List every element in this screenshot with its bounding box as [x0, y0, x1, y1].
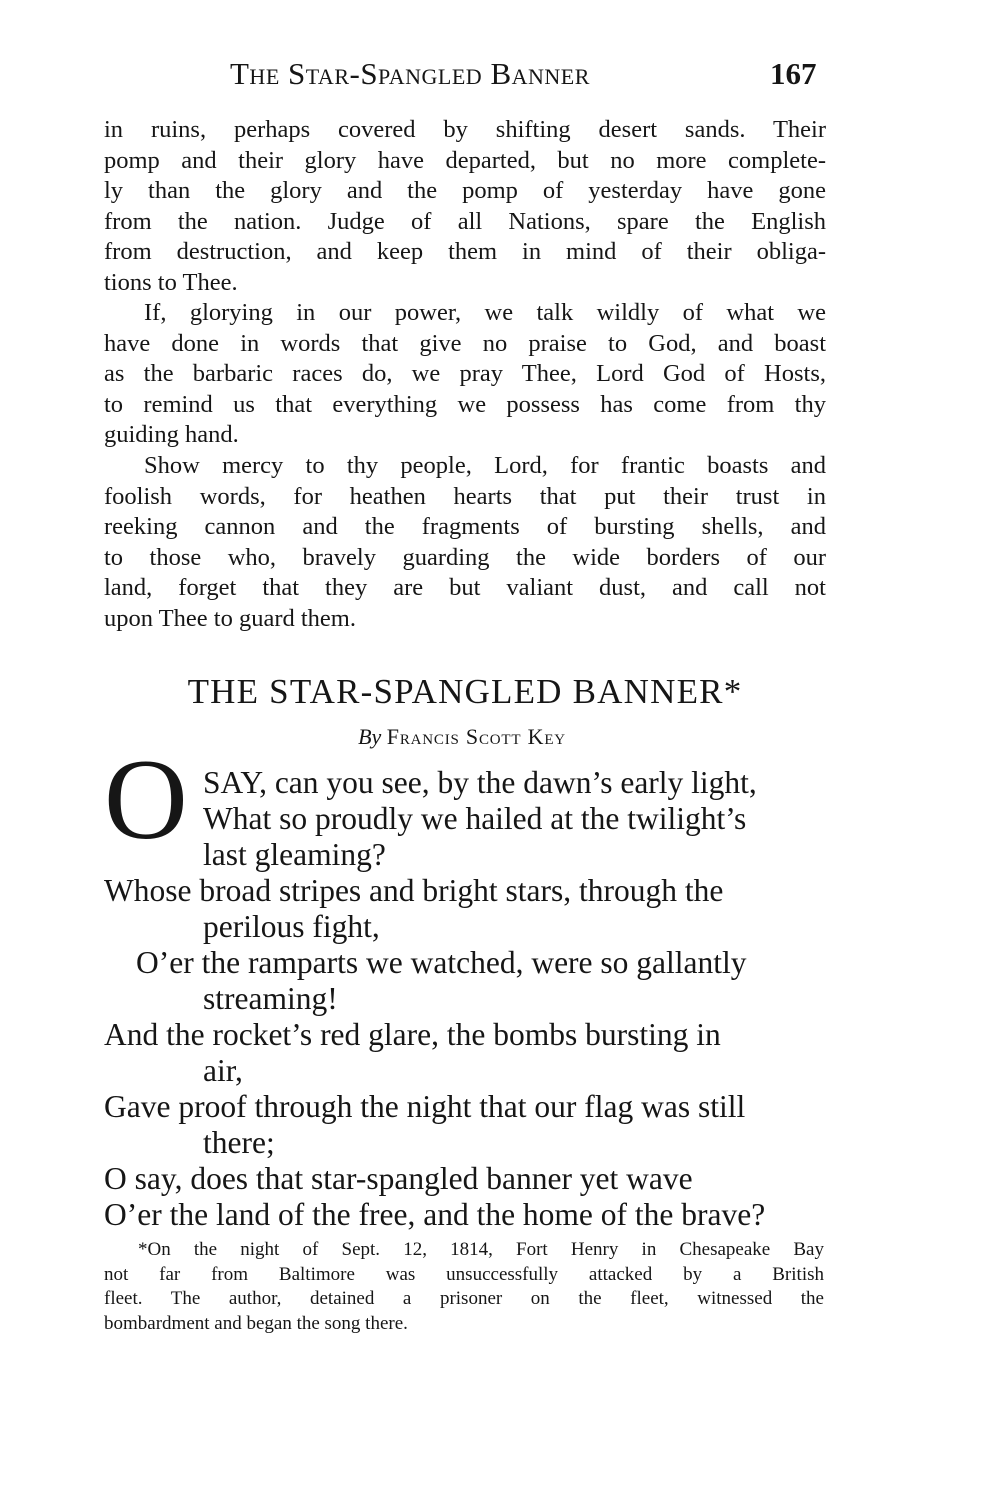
paragraph-1 — [104, 115, 826, 299]
footnote-line: fleet. The author, detained a prisoner on the fleet, witnessed the — [104, 1288, 824, 1309]
drop-cap: O — [104, 736, 188, 864]
footnote — [104, 1238, 824, 1336]
text-line: land, forget that they are but valiant dust, and call not — [104, 574, 826, 602]
poem-line: O say, does that star-spangled banner yet wave — [104, 1161, 693, 1196]
poem-title: THE STAR-SPANGLED BANNER* — [187, 672, 743, 711]
poem-line: O’er the land of the free, and the home of the brave? — [104, 1197, 766, 1232]
poem-line: air, — [203, 1053, 243, 1088]
poem-line: there; — [203, 1125, 275, 1160]
text-line: If, glorying in our power, we talk wildly of what we — [144, 299, 826, 326]
poem-line: And the rocket’s red glare, the bombs bursting in — [104, 1017, 721, 1052]
poem-line: last gleaming? — [203, 837, 386, 872]
page-number: 167 — [770, 56, 817, 91]
text-line: have done in words that give no praise to God, and boast — [104, 329, 826, 357]
poem-line: SAY, can you see, by the dawn’s early light, — [203, 765, 757, 800]
footnote-line: not far from Baltimore was unsuccessfully attacked by a British — [104, 1263, 824, 1285]
text-line: upon Thee to guard them. — [104, 604, 356, 632]
text-line: ly than the glory and the pomp of yesterday have gone — [104, 177, 826, 205]
text-line: as the barbaric races do, we pray Thee, Lord God of Hosts, — [104, 360, 826, 388]
paragraph-3 — [104, 451, 826, 635]
text-line: from destruction, and keep them in mind of their obliga- — [104, 238, 826, 266]
poem-line: O’er the ramparts we watched, were so gallantly — [136, 945, 747, 980]
text-line: to remind us that everything we possess has come from thy — [104, 390, 826, 418]
running-head: The Star-Spangled Banner — [230, 56, 590, 91]
text-line: tions to Thee. — [104, 268, 238, 296]
text-line: Show mercy to thy people, Lord, for frantic boasts and — [144, 452, 826, 479]
byline-author: Francis Scott Key — [386, 724, 566, 749]
text-line: pomp and their glory have departed, but no more complete- — [104, 146, 826, 174]
poem-line: streaming! — [203, 981, 338, 1016]
text-line: to those who, bravely guarding the wide borders of our — [104, 543, 826, 571]
text-line: in ruins, perhaps covered by shifting desert sands. Their — [104, 116, 826, 143]
poem-line: perilous fight, — [203, 909, 380, 944]
paragraph-2 — [104, 298, 826, 451]
poem-line: What so proudly we hailed at the twilight’s — [203, 801, 747, 836]
poem-line: Gave proof through the night that our flag was still — [104, 1089, 746, 1124]
text-line: foolish words, for heathen hearts that put their trust in — [104, 482, 826, 510]
footnote-line: *On the night of Sept. 12, 1814, Fort Henry in Chesapeake Bay — [138, 1239, 824, 1260]
byline-by: By — [358, 724, 382, 749]
footnote-line: bombardment and began the song there. — [104, 1312, 408, 1334]
poem-line: Whose broad stripes and bright stars, through the — [104, 873, 724, 908]
text-line: guiding hand. — [104, 421, 239, 449]
text-line: reeking cannon and the fragments of bursting shells, and — [104, 513, 826, 541]
text-line: from the nation. Judge of all Nations, spare the English — [104, 207, 826, 235]
